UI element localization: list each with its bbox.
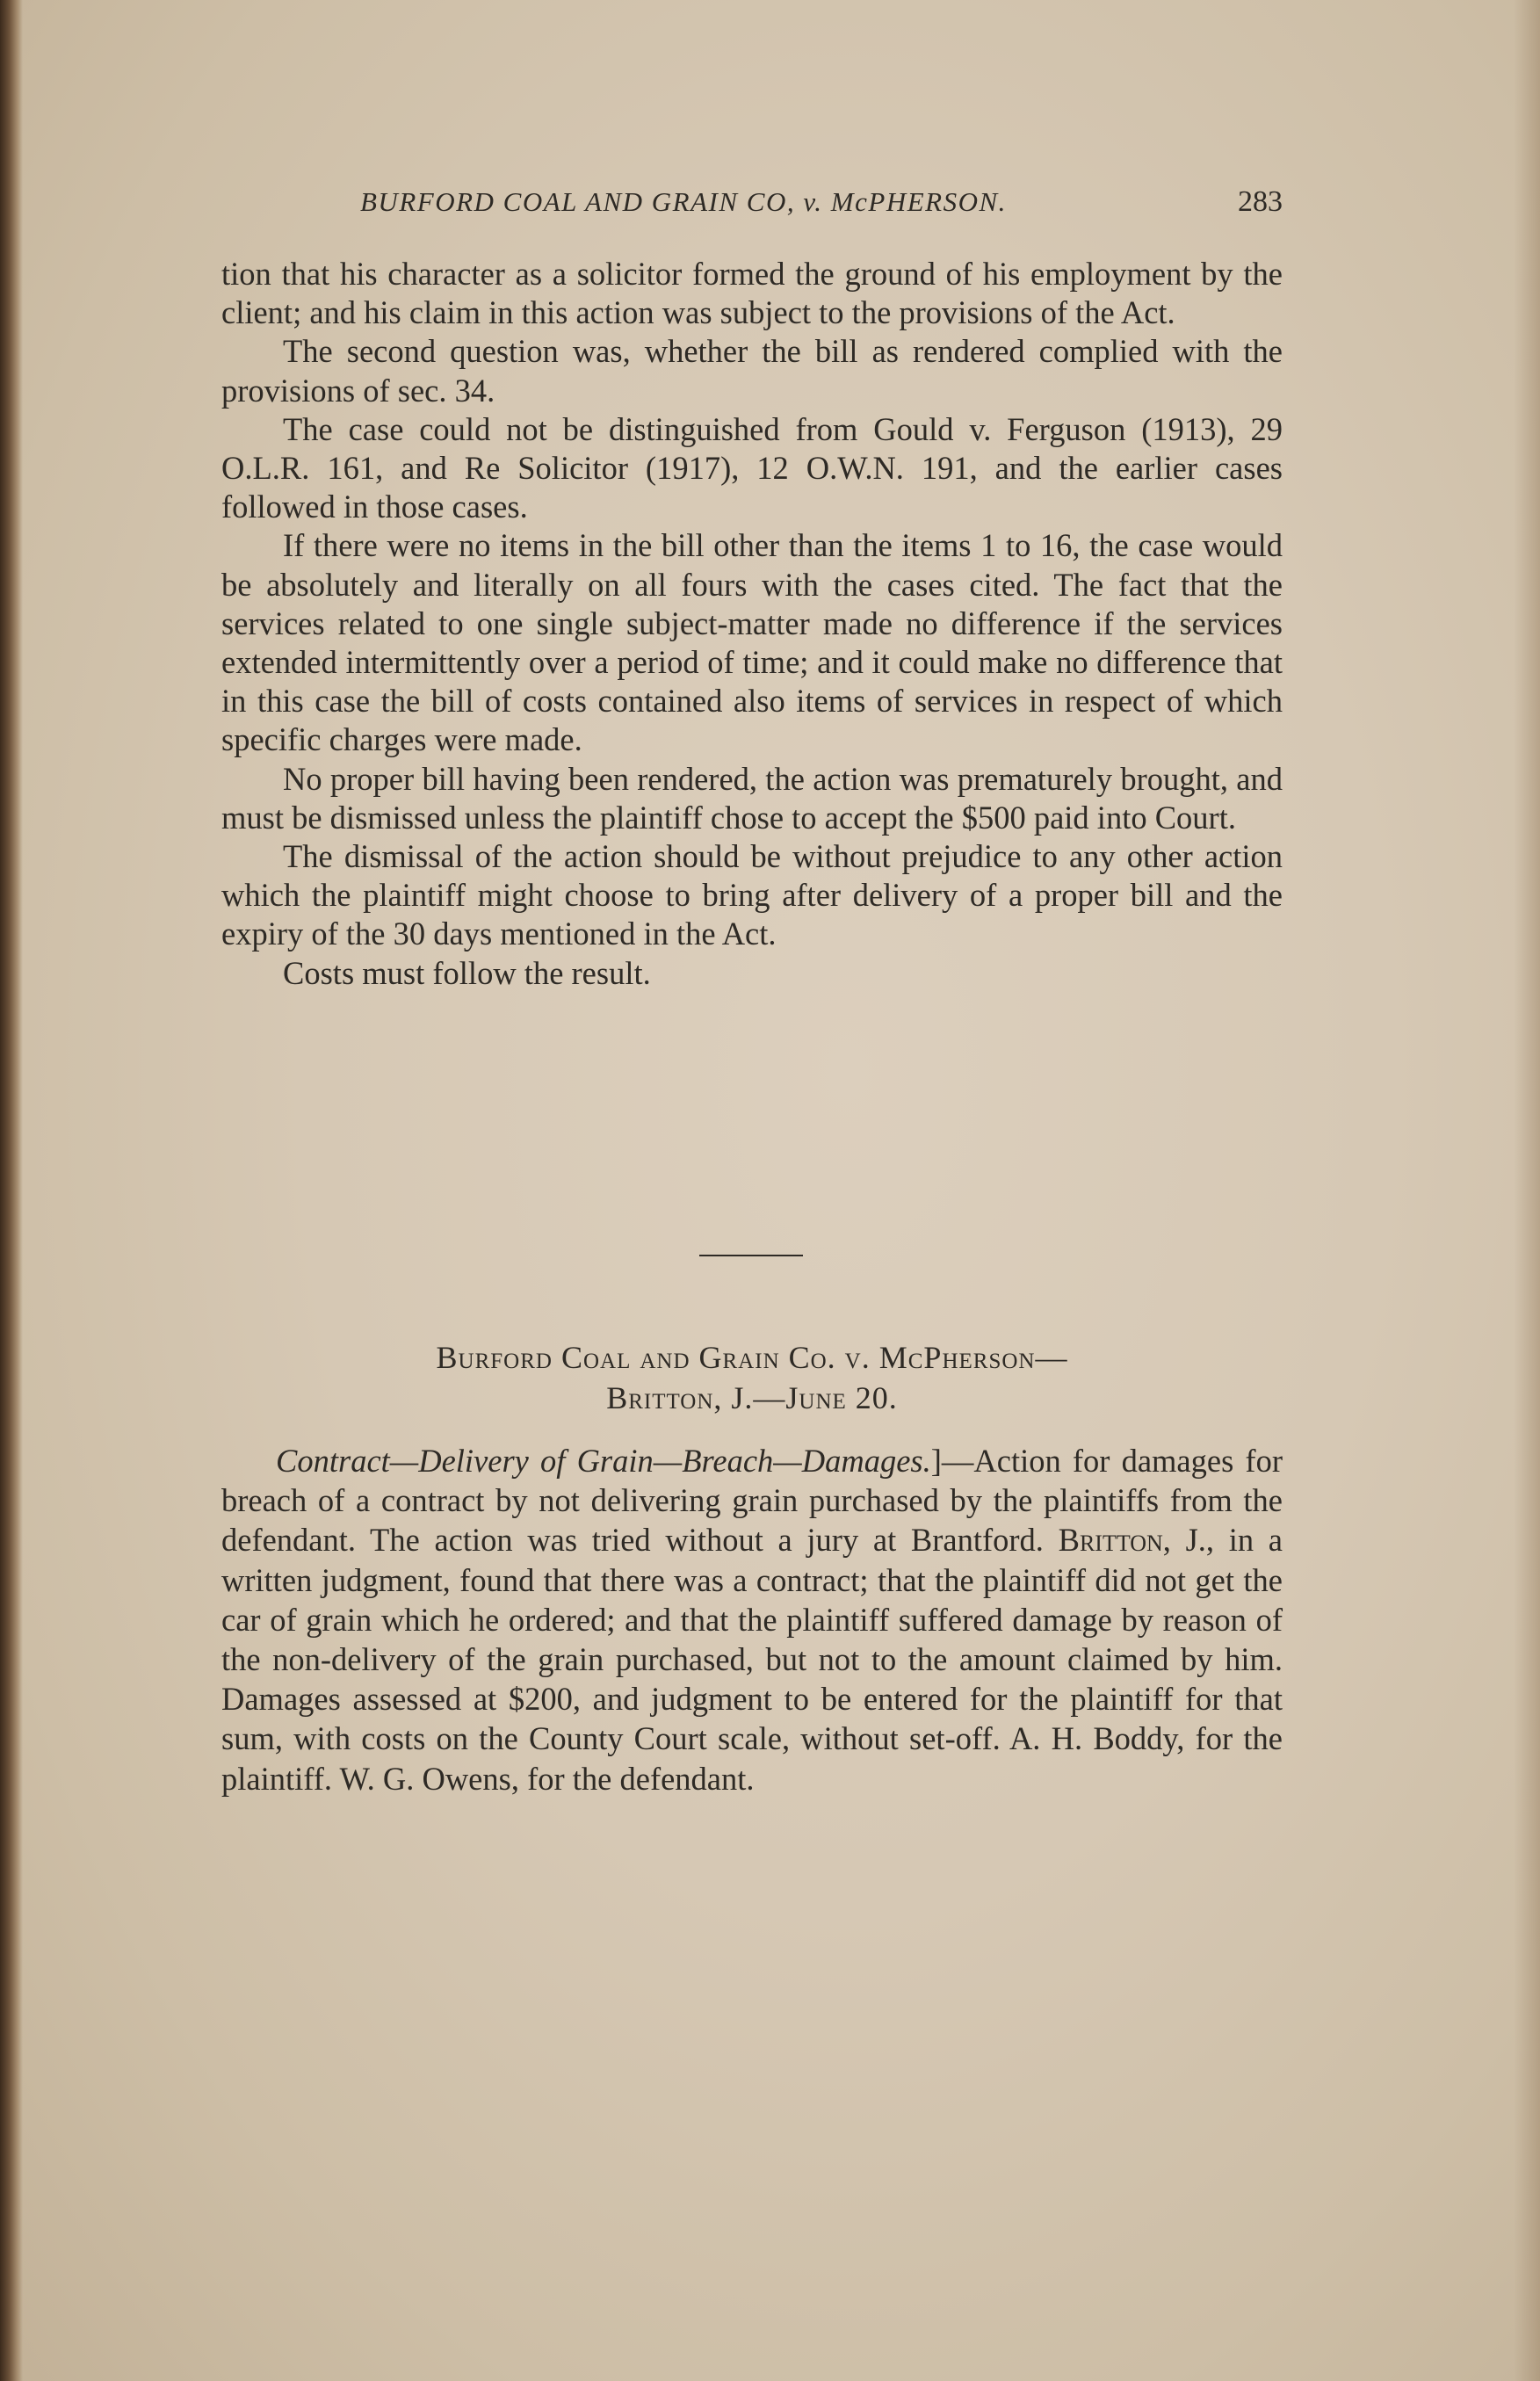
paragraph-dismissal: The dismissal of the action should be without prejudice to any other action which the plaintiff might choose to bring after delivery of a proper bill and the expiry of the 30 days mentioned in the Act. xyxy=(221,838,1283,952)
running-head xyxy=(360,179,1283,225)
case-title-judge-date: Britton, J.—June 20. xyxy=(606,1380,898,1415)
headnote-text-part2: , J., in a written judgment, found that there was a contract; that the plaintiff did not get the car of grain which he ordered; and that the plaintiff suffered damage by reason of the non-delivery of the grain purchased, but not to the amount claimed by him. Damages assessed at $200, and judgment to be entered for the plaintiff for that sum, with costs on the County Court scale, without set-off. A. H. Boddy, for the plaintiff. W. G. Owens, for the defendant. xyxy=(221,1522,1283,1797)
case-title xyxy=(221,1337,1283,1418)
paragraph-premature-action: No proper bill having been rendered, the action was prematurely brought, and must be dismissed unless the plaintiff chose to accept the $500 paid into Court. xyxy=(221,760,1283,836)
headnote-judge-name: Britton xyxy=(1058,1522,1163,1559)
paragraph-gould-v-ferguson: The case could not be distinguished from Gould v. Ferguson (1913), 29 O.L.R. 161, and Re Solicitor (1917), 12 O.W.N. 191, and the earlier cases followed in those cases. xyxy=(221,410,1283,525)
judgment-text xyxy=(221,255,1283,993)
paragraph-costs: Costs must follow the result. xyxy=(283,954,651,991)
page-number: 283 xyxy=(1238,185,1283,218)
paragraph-second-question: The second question was, whether the bill as rendered complied with the provisions of sec. 34. xyxy=(221,333,1283,409)
page-edge-shadow xyxy=(1514,0,1540,2381)
case-title-parties: Burford Coal and Grain Co. v. McPherson— xyxy=(436,1340,1068,1375)
running-title: BURFORD COAL AND GRAIN CO, v. McPHERSON. xyxy=(360,186,1007,217)
headnote-text-part1: ]—Action for damages for breach of a contract by not delivering grain purchased by the plaintiffs from the defendant. The action was tried without a jury at Brantford. xyxy=(221,1443,1283,1559)
headnote-keywords: Contract—Delivery of Grain—Breach—Damages. xyxy=(276,1443,931,1479)
binding-spine-shadow xyxy=(0,0,23,2381)
paragraph-continuation: tion that his character as a solicitor formed the ground of his employment by the client; and his claim in this action was subject to the provisions of the Act. xyxy=(221,256,1283,331)
case-headnote xyxy=(221,1441,1283,1798)
paragraph-items-1-to-16: If there were no items in the bill other than the items 1 to 16, the case would be absolutely and literally on all fours with the cases cited. The fact that the services related to one single subject-matter made no difference if the services extended intermittently over a period of time; and it could make no difference that in this case the bill of costs contained also items of services in respect of which specific charges were made. xyxy=(221,527,1283,758)
section-divider xyxy=(699,1255,803,1256)
